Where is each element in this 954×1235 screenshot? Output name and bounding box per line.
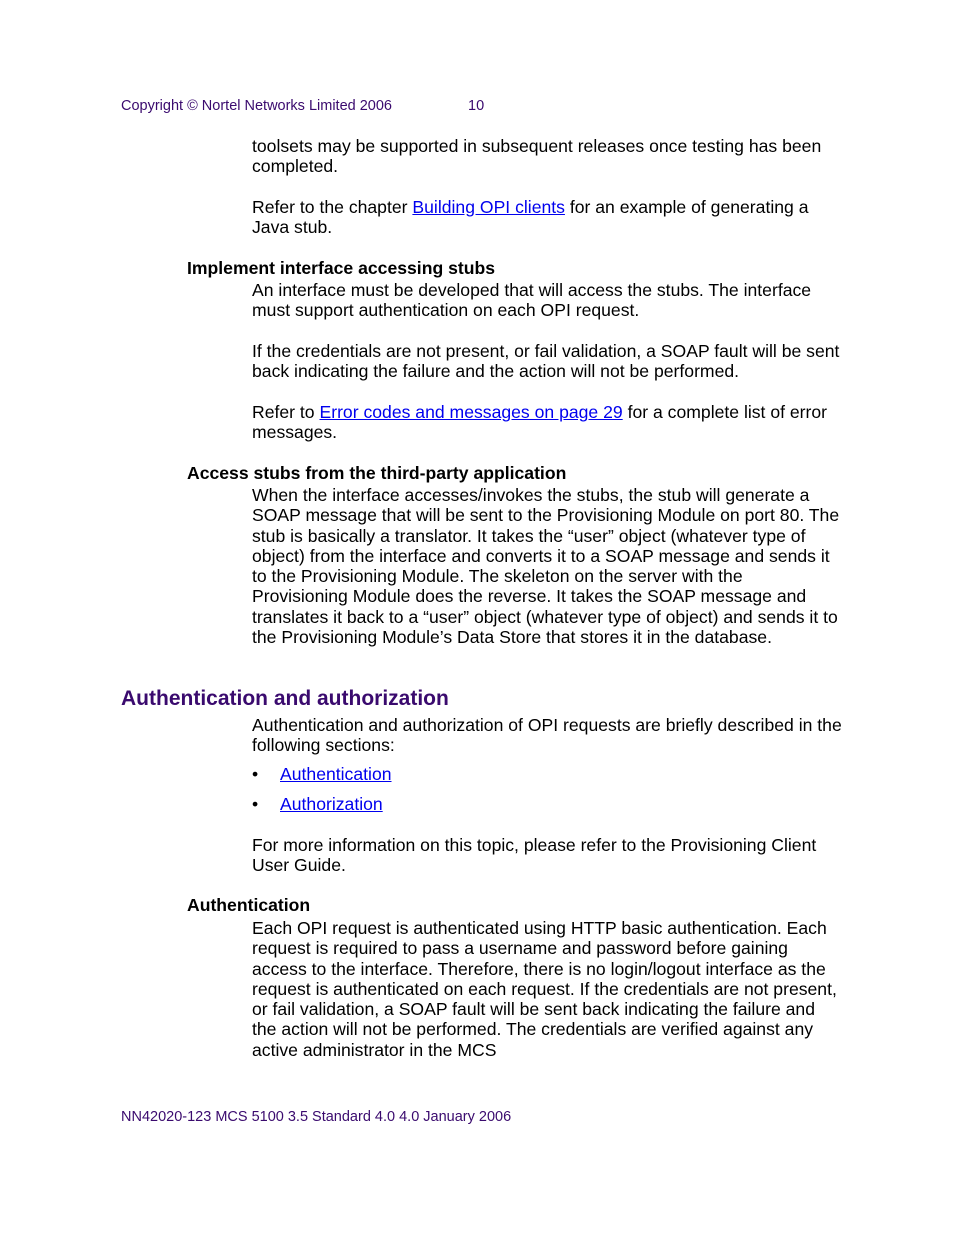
- text-after: for a complete list of error messages.: [252, 402, 828, 443]
- text-after: for an example of generating a Java stub.: [252, 197, 809, 238]
- link-authorization[interactable]: Authorization: [280, 794, 383, 814]
- paragraph-toolsets: toolsets may be supported in subsequent releases once testing has been completed.: [252, 136, 822, 177]
- paragraph-refer-chapter: [252, 197, 842, 238]
- paragraph-authentication-detail: Each OPI request is authenticated using HTTP basic authentication. Each request is required to pass a username and password before gaining access to the interface. Therefore, there is no login/logout interface as the request is authenticated on each request. If the credentials are not present, or fail validation, a SOAP fault will be sent back indicating the failure and the action will not be performed. The credentials are verified against any active administrator in the MCS: [252, 918, 837, 1060]
- copyright-text: Copyright © Nortel Networks Limited 2006: [121, 98, 392, 114]
- heading-implement-interface: Implement interface accessing stubs: [187, 258, 496, 278]
- link-building-opi-clients[interactable]: Building OPI clients: [412, 197, 565, 217]
- bullet-icon: •: [252, 764, 259, 784]
- paragraph-stub-generate: When the interface accesses/invokes the stubs, the stub will generate a SOAP message that will be sent to the Provisioning Module on port 80. The stub is basically a translator. It takes the “user” object (whatever type of object) from the interface and converts it to a SOAP message and sends it to the Provisioning Module. The skeleton on the server with the Provisioning Module does the reverse. It takes the SOAP message and translates it back to a “user” object (whatever type of object) and sends it to the Provisioning Module’s Data Store that stores it in the database.: [252, 485, 840, 648]
- paragraph-auth-intro: Authentication and authorization of OPI requests are briefly described in the following sections:: [252, 715, 842, 756]
- paragraph-interface-developed: An interface must be developed that will access the stubs. The interface must support authentication on each OPI request.: [252, 280, 812, 321]
- bullet-item-authentication: [252, 764, 392, 784]
- page-number: 10: [468, 98, 485, 114]
- paragraph-more-info: For more information on this topic, please refer to the Provisioning Client User Guide.: [252, 835, 817, 876]
- bullet-icon: •: [252, 794, 259, 814]
- heading-access-stubs: Access stubs from the third-party application: [187, 463, 567, 483]
- page-header: [121, 98, 485, 114]
- heading-authentication-authorization: Authentication and authorization: [121, 687, 449, 710]
- text-before: Refer to: [252, 402, 320, 422]
- link-authentication[interactable]: Authentication: [280, 764, 392, 784]
- heading-authentication: Authentication: [187, 895, 311, 915]
- bullet-item-authorization: [252, 794, 383, 814]
- paragraph-credentials: If the credentials are not present, or fail validation, a SOAP fault will be sent back indicating the failure and the action will not be performed.: [252, 341, 840, 382]
- link-error-codes[interactable]: Error codes and messages on page 29: [319, 402, 623, 422]
- paragraph-refer-error-codes: [252, 402, 842, 443]
- text-before: Refer to the chapter: [252, 197, 413, 217]
- page-footer: NN42020-123 MCS 5100 3.5 Standard 4.0 4.0 January 2006: [121, 1109, 512, 1125]
